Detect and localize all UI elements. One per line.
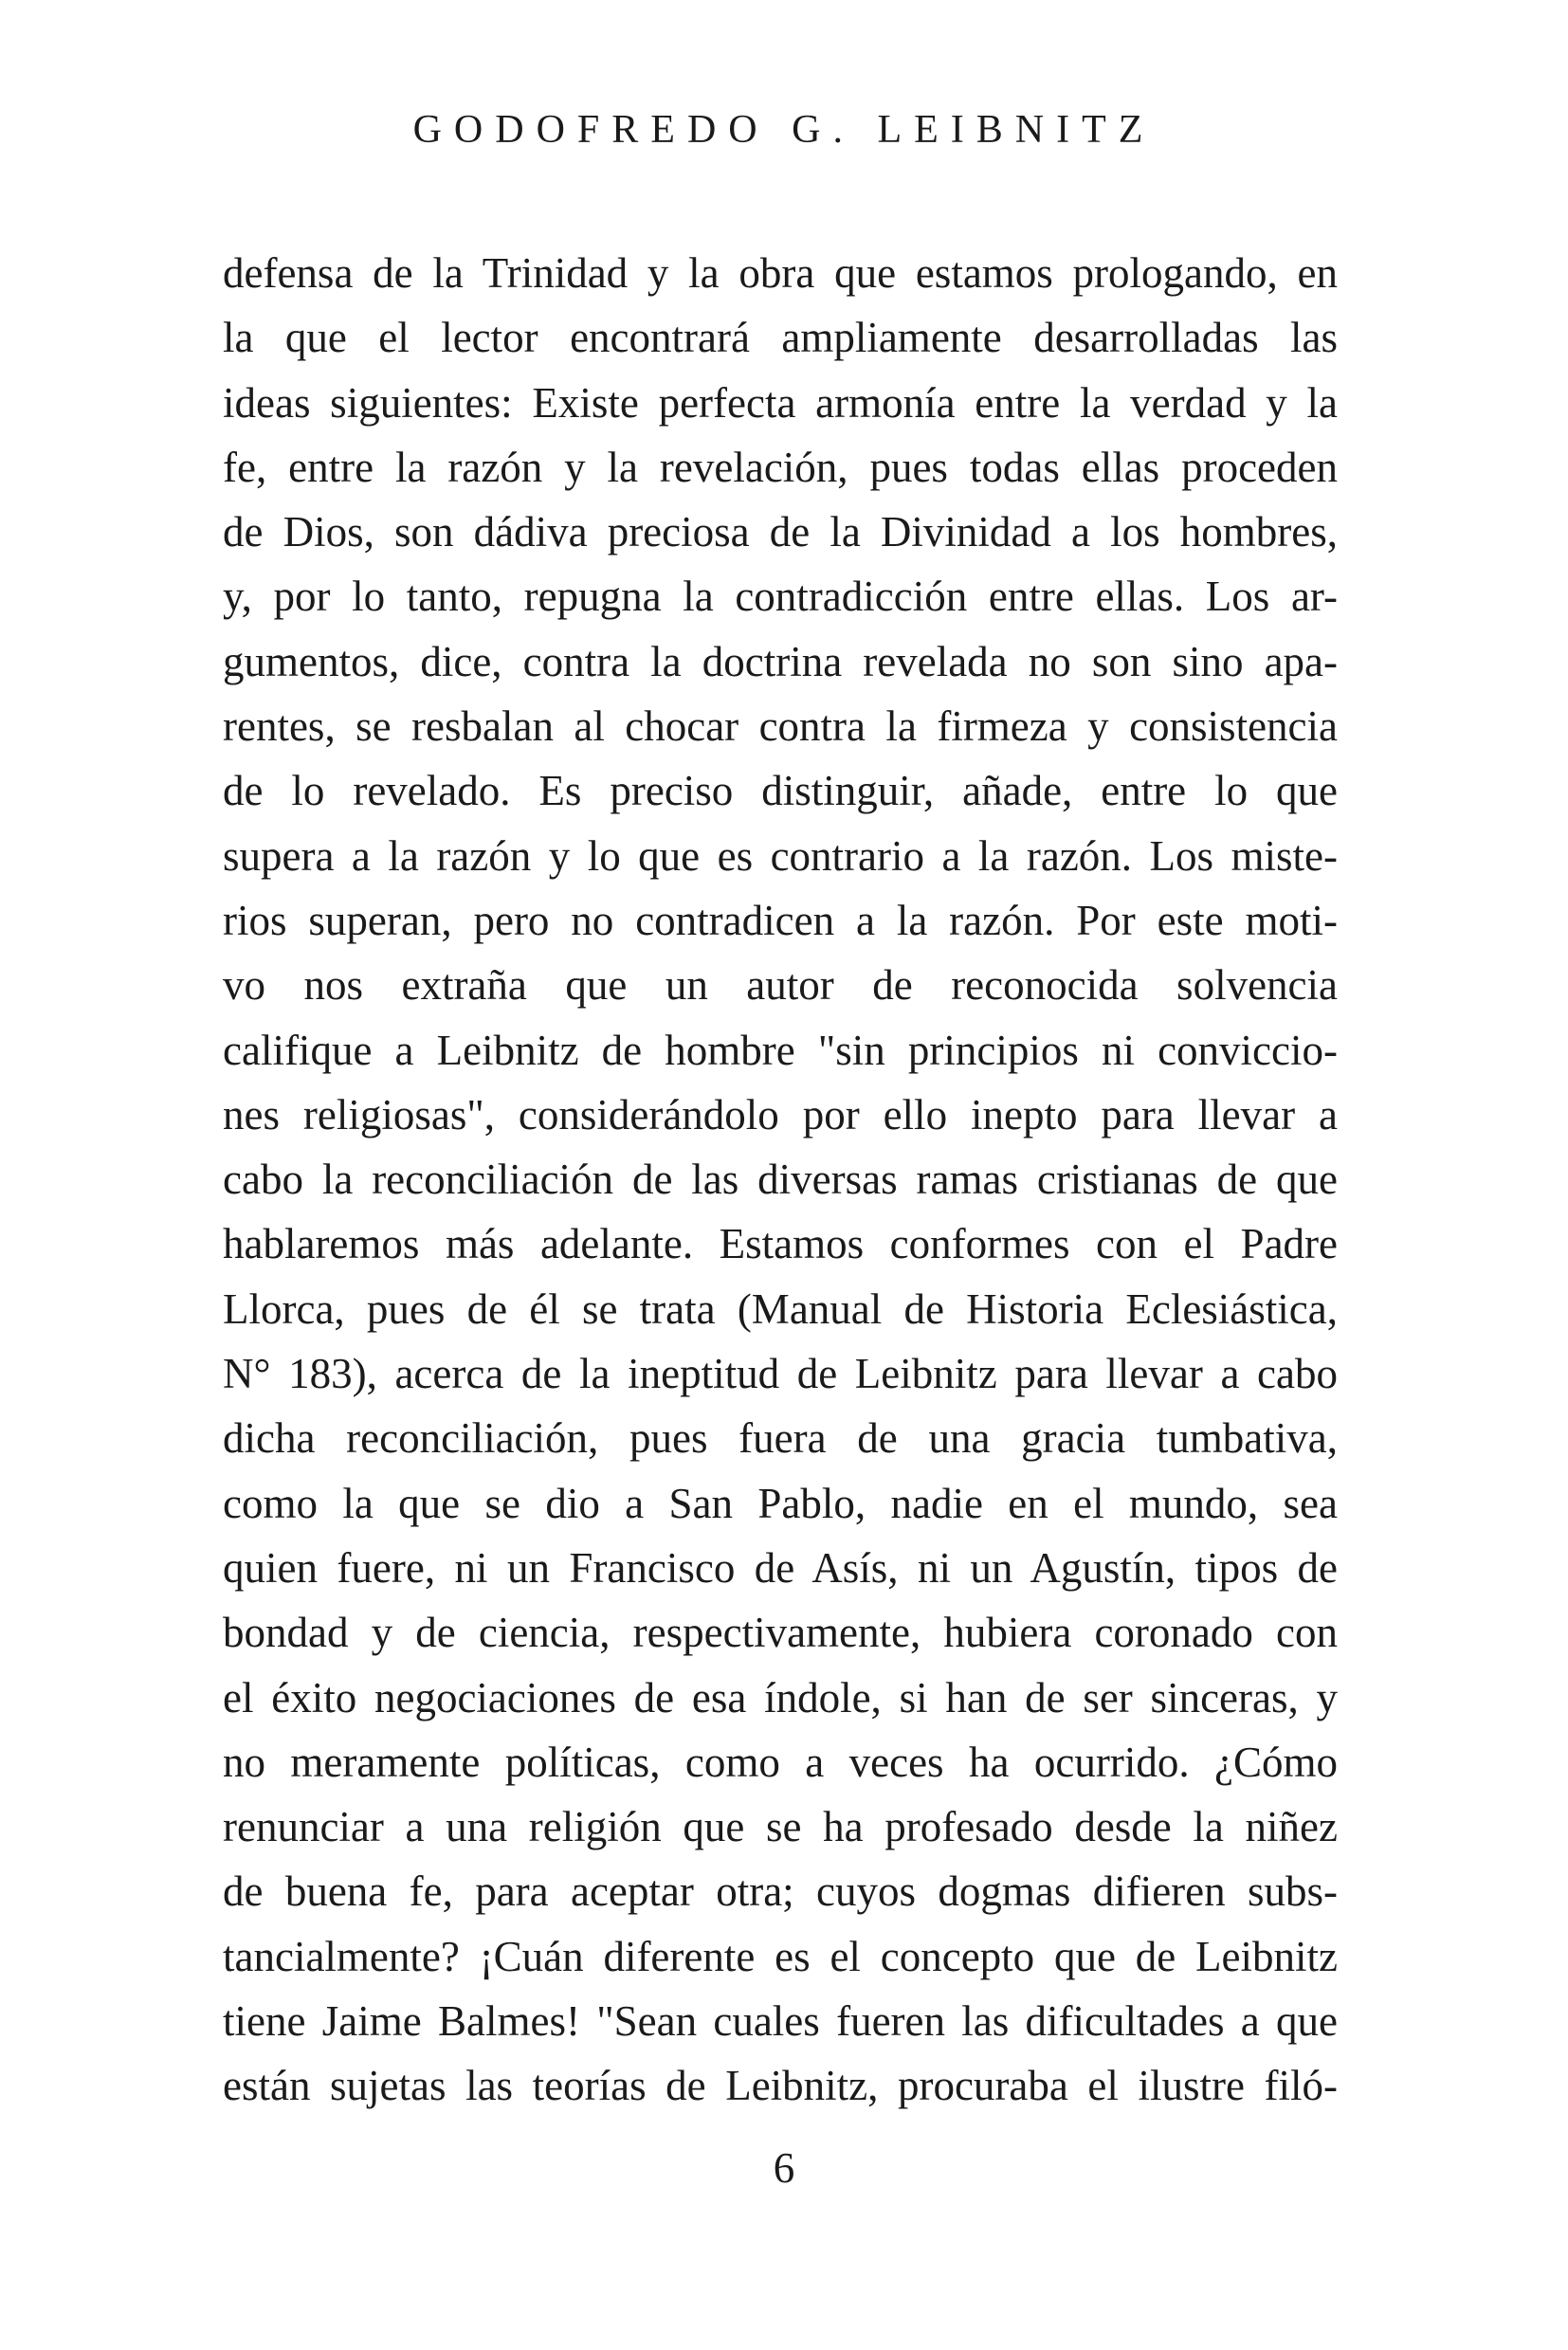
text-line: rios superan, pero no contradicen a la razón. Por este moti- (223, 896, 1338, 944)
text-line: defensa de la Trinidad y la obra que estamos prologando, en (223, 249, 1338, 297)
text-line: el éxito negociaciones de esa índole, si han de ser sinceras, y (223, 1673, 1338, 1722)
text-line: califique a Leibnitz de hombre "sin principios ni conviccio- (223, 1026, 1338, 1074)
text-line: renunciar a una religión que se ha profesado desde la niñez (223, 1803, 1338, 1851)
text-line: N° 183), acerca de la ineptitud de Leibnitz para llevar a cabo (223, 1350, 1338, 1398)
text-line: la que el lector encontrará ampliamente desarrolladas las (223, 314, 1338, 362)
body-text (223, 241, 1338, 2119)
text-line: como la que se dio a San Pablo, nadie en el mundo, sea (223, 1479, 1338, 1527)
text-line: y, por lo tanto, repugna la contradicción entre ellas. Los ar- (223, 573, 1338, 621)
text-line: de Dios, son dádiva preciosa de la Divinidad a los hombres, (223, 508, 1338, 556)
text-line: Llorca, pues de él se trata (Manual de Historia Eclesiástica, (223, 1284, 1338, 1333)
text-line: hablaremos más adelante. Estamos conformes con el Padre (223, 1220, 1338, 1268)
text-line: de buena fe, para aceptar otra; cuyos dogmas difieren subs- (223, 1867, 1338, 1916)
text-line: ideas siguientes: Existe perfecta armonía entre la verdad y la (223, 378, 1338, 427)
text-line: tancialmente? ¡Cuán diferente es el concepto que de Leibnitz (223, 1932, 1338, 1980)
text-line: no meramente políticas, como a veces ha ocurrido. ¿Cómo (223, 1738, 1338, 1786)
text-line: bondad y de ciencia, respectivamente, hubiera coronado con (223, 1609, 1338, 1657)
text-line: de lo revelado. Es preciso distinguir, añade, entre lo que (223, 767, 1338, 815)
text-line: nes religiosas", considerándolo por ello inepto para llevar a (223, 1090, 1338, 1139)
text-line: quien fuere, ni un Francisco de Asís, ni un Agustín, tipos de (223, 1543, 1338, 1592)
text-line: están sujetas las teorías de Leibnitz, procuraba el ilustre filó- (223, 2062, 1338, 2110)
text-line: rentes, se resbalan al chocar contra la firmeza y consistencia (223, 702, 1338, 751)
text-line: tiene Jaime Balmes! "Sean cuales fueren las dificultades a que (223, 1997, 1338, 2046)
page-number: 6 (773, 2144, 795, 2192)
text-line: gumentos, dice, contra la doctrina revelada no son sino apa- (223, 637, 1338, 685)
text-line: fe, entre la razón y la revelación, pues todas ellas proceden (223, 443, 1338, 491)
text-line: supera a la razón y lo que es contrario a la razón. Los miste- (223, 831, 1338, 880)
text-line: vo nos extraña que un autor de reconocida solvencia (223, 961, 1338, 1010)
running-title: GODOFREDO G. LEIBNITZ (412, 108, 1156, 152)
text-line: dicha reconciliación, pues fuera de una gracia tumbativa, (223, 1414, 1338, 1463)
text-line: cabo la reconciliación de las diversas ramas cristianas de que (223, 1156, 1338, 1204)
